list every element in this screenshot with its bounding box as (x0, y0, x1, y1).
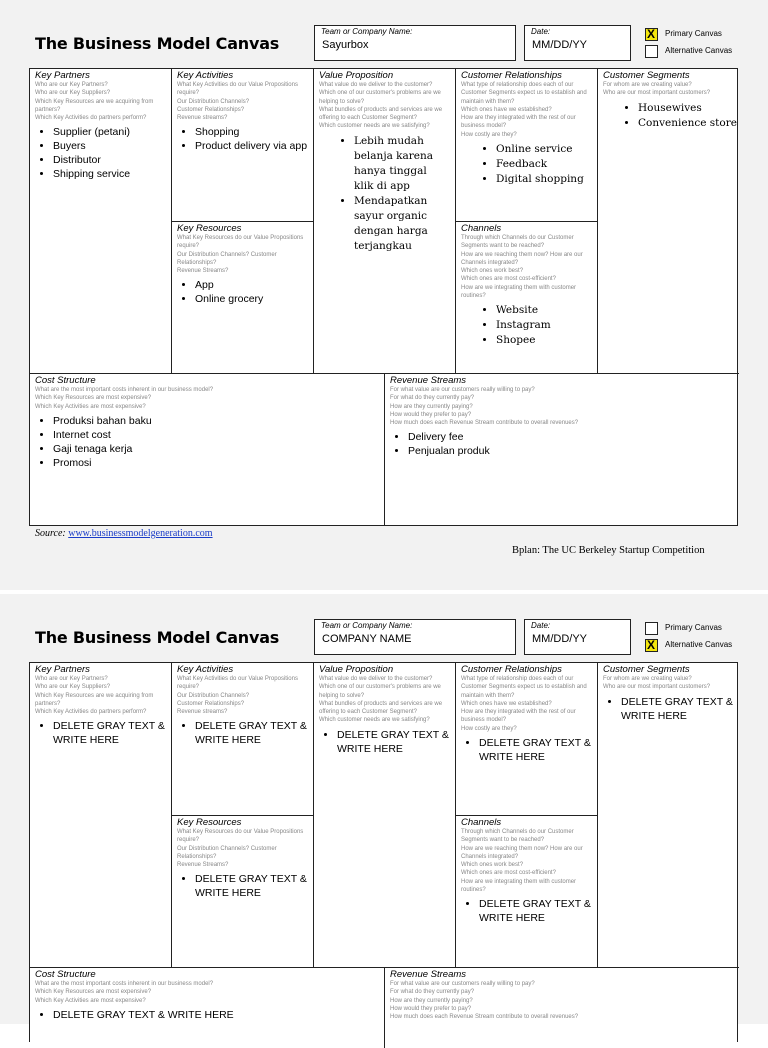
cost-structure-prompt-2: What are the most important costs inherent in our business model? Which Key Resources are most expensive? Which Key Activities are most expensive? (35, 981, 214, 1004)
key-activities-prompt: What Key Activities do our Value Propositions require? Our Distribution Channels? Customer Relationships? Revenue streams? (177, 82, 298, 122)
customer-relationships-list (456, 142, 597, 187)
primary-canvas-checkbox-2[interactable] (645, 622, 658, 635)
customer-segments-cell-2[interactable] (598, 663, 739, 968)
customer-relationships-cell-2[interactable] (456, 663, 598, 816)
company-name-label: Team or Company Name: (321, 27, 413, 36)
key-partners-list-2 (30, 719, 171, 747)
value-proposition-cell[interactable] (314, 69, 456, 374)
value-proposition-prompt-2: What value do we deliver to the customer? Which one of our customer's problems are we helping to solve? What bundles of products and services are we offering to each Customer Segment? Which customer needs are we satisfying? (319, 676, 443, 724)
company-name-box[interactable] (314, 25, 516, 61)
list-item[interactable]: • Internet cost (53, 428, 384, 442)
customer-segments-prompt: For whom are we creating value? Who are our most important customers? (603, 82, 711, 97)
cost-structure-cell[interactable] (30, 374, 385, 525)
key-activities-list-2 (172, 719, 313, 747)
revenue-streams-prompt: For what value are our customers really willing to pay? For what do they currently pay? How are they currently paying? How would they prefer to pay? How much does each Revenue Stream contribute to overall revenues? (390, 387, 579, 427)
value-proposition-heading: Value Proposition (319, 70, 394, 81)
customer-segments-heading-2: Customer Segments (603, 664, 690, 675)
date-value[interactable]: MM/DD/YY (532, 39, 587, 51)
alternative-canvas-checkbox[interactable] (645, 45, 658, 58)
value-proposition-list (314, 134, 449, 254)
key-resources-list (172, 278, 313, 306)
cost-structure-list (30, 414, 384, 470)
company-name-value[interactable]: Sayurbox (322, 39, 369, 51)
list-item[interactable]: • Shipping service (53, 167, 171, 181)
list-item[interactable]: • Housewives (638, 101, 739, 116)
revenue-streams-cell[interactable] (385, 374, 739, 525)
key-activities-cell-2[interactable] (172, 663, 314, 816)
list-item[interactable]: • Online service (496, 142, 597, 157)
customer-segments-list-2 (598, 695, 739, 723)
key-resources-heading-2: Key Resources (177, 817, 242, 828)
revenue-streams-list (385, 430, 739, 458)
channels-heading-2: Channels (461, 817, 502, 828)
placeholder-item[interactable]: • DELETE GRAY TEXT & WRITE HERE (195, 719, 313, 747)
customer-relationships-prompt: What type of relationship does each of our Customer Segments expect us to establish and maintain with them? Which ones have we established? How are they integrated with the rest of our business model? How costly are they? (461, 82, 587, 138)
customer-segments-cell[interactable] (598, 69, 739, 374)
list-item[interactable]: • Produksi bahan baku (53, 414, 384, 428)
source-line (35, 528, 213, 539)
list-item[interactable]: • Delivery fee (408, 430, 739, 444)
key-activities-heading-2: Key Activities (177, 664, 234, 675)
list-item[interactable]: • Instagram (496, 318, 597, 333)
key-partners-cell[interactable] (30, 69, 172, 374)
customer-relationships-list-2 (456, 736, 597, 764)
key-resources-prompt-2: What Key Resources do our Value Propositions require? Our Distribution Channels? Customer Relationships? Revenue Streams? (177, 829, 304, 869)
list-item[interactable]: • Product delivery via app (195, 139, 313, 153)
placeholder-item[interactable]: • DELETE GRAY TEXT & WRITE HERE (479, 897, 597, 925)
placeholder-item[interactable]: • DELETE GRAY TEXT & WRITE HERE (195, 872, 313, 900)
channels-list-2 (456, 897, 597, 925)
key-partners-prompt: Who are our Key Partners? Who are our Key Suppliers? Which Key Resources are we acquiring from partners? Which Key Activities do partners perform? (35, 82, 154, 122)
date-value-2[interactable]: MM/DD/YY (532, 633, 587, 645)
customer-segments-list (598, 101, 739, 131)
list-item[interactable]: • Shopee (496, 333, 597, 348)
revenue-streams-heading-2: Revenue Streams (390, 969, 467, 980)
channels-cell[interactable] (456, 222, 598, 374)
list-item[interactable]: • Gaji tenaga kerja (53, 442, 384, 456)
customer-segments-prompt-2: For whom are we creating value? Who are our most important customers? (603, 676, 711, 691)
key-activities-list (172, 125, 313, 153)
key-resources-cell[interactable] (172, 222, 314, 374)
alternative-canvas-label: Alternative Canvas (665, 46, 733, 55)
company-name-box-2[interactable] (314, 619, 516, 655)
company-name-value-2[interactable]: COMPANY NAME (322, 633, 412, 645)
list-item[interactable]: • Promosi (53, 456, 384, 470)
placeholder-item[interactable]: • DELETE GRAY TEXT & WRITE HERE (479, 736, 597, 764)
cost-structure-cell-2[interactable] (30, 968, 385, 1048)
key-activities-heading: Key Activities (177, 70, 234, 81)
list-item[interactable]: • Lebih mudah belanja karena hanya tinggal klik di app (354, 134, 449, 194)
alternative-canvas-checkbox-2[interactable] (645, 639, 658, 652)
key-resources-cell-2[interactable] (172, 816, 314, 968)
date-box[interactable] (524, 25, 631, 61)
source-link[interactable]: www.businessmodelgeneration.com (68, 528, 213, 539)
value-proposition-heading-2: Value Proposition (319, 664, 394, 675)
key-partners-heading-2: Key Partners (35, 664, 90, 675)
revenue-streams-cell-2[interactable] (385, 968, 739, 1048)
cost-structure-list-2 (30, 1008, 384, 1022)
list-item[interactable]: • Shopping (195, 125, 313, 139)
placeholder-item[interactable]: • DELETE GRAY TEXT & WRITE HERE (53, 719, 171, 747)
customer-relationships-heading-2: Customer Relationships (461, 664, 562, 675)
primary-canvas-label: Primary Canvas (665, 29, 722, 38)
customer-relationships-prompt-2: What type of relationship does each of our Customer Segments expect us to establish and maintain with them? Which ones have we established? How are they integrated with the rest of our business model? How costly are they? (461, 676, 587, 732)
list-item[interactable]: • App (195, 278, 313, 292)
key-activities-cell[interactable] (172, 69, 314, 222)
date-label: Date: (531, 27, 551, 36)
list-item[interactable]: • Distributor (53, 153, 171, 167)
cost-structure-prompt: What are the most important costs inherent in our business model? Which Key Resources are most expensive? Which Key Activities are most expensive? (35, 387, 214, 410)
canvas-grid-2 (29, 662, 738, 1042)
channels-prompt: Through which Channels do our Customer Segments want to be reached? How are we reaching them now? How are our Channels integrated? Which ones work best? Which ones are most cost-efficient? How are we integrating them with customer routines? (461, 235, 583, 300)
channels-prompt-2: Through which Channels do our Customer Segments want to be reached? How are we reaching them now? How are our Channels integrated? Which ones work best? Which ones are most cost-efficient? How are we integrating them with customer routines? (461, 829, 583, 894)
channels-list (456, 303, 597, 348)
key-partners-list (30, 125, 171, 181)
customer-relationships-heading: Customer Relationships (461, 70, 562, 81)
value-proposition-prompt: What value do we deliver to the customer? Which one of our customer's problems are we helping to solve? What bundles of products and services are we offering to each Customer Segment? Which customer needs are we satisfying? (319, 82, 443, 130)
list-item[interactable]: • Convenience store (638, 116, 739, 131)
list-item[interactable]: • Website (496, 303, 597, 318)
revenue-streams-prompt-2: For what value are our customers really willing to pay? For what do they currently pay? How are they currently paying? How would they prefer to pay? How much does each Revenue Stream contribute to overall revenues? (390, 981, 579, 1021)
list-item[interactable]: • Supplier (petani) (53, 125, 171, 139)
key-resources-list-2 (172, 872, 313, 900)
primary-canvas-checkbox[interactable] (645, 28, 658, 41)
placeholder-item[interactable]: • DELETE GRAY TEXT & WRITE HERE (337, 728, 455, 756)
list-item[interactable]: • Penjualan produk (408, 444, 739, 458)
channels-cell-2[interactable] (456, 816, 598, 968)
key-partners-cell-2[interactable] (30, 663, 172, 968)
source-label: Source: (35, 528, 66, 539)
date-label-2: Date: (531, 621, 551, 630)
alternative-canvas-label-2: Alternative Canvas (665, 640, 733, 649)
date-box-2[interactable] (524, 619, 631, 655)
key-resources-heading: Key Resources (177, 223, 242, 234)
key-resources-prompt: What Key Resources do our Value Propositions require? Our Distribution Channels? Customer Relationships? Revenue Streams? (177, 235, 304, 275)
list-item[interactable]: • Feedback (496, 157, 597, 172)
company-name-label-2: Team or Company Name: (321, 621, 413, 630)
list-item[interactable]: • Mendapatkan sayur organic dengan harga terjangkau (354, 194, 449, 254)
list-item[interactable]: • Buyers (53, 139, 171, 153)
cost-structure-heading: Cost Structure (35, 375, 96, 386)
value-proposition-list-2 (314, 728, 455, 756)
primary-canvas-label-2: Primary Canvas (665, 623, 722, 632)
key-partners-heading: Key Partners (35, 70, 90, 81)
channels-heading: Channels (461, 223, 502, 234)
customer-segments-heading: Customer Segments (603, 70, 690, 81)
cost-structure-heading-2: Cost Structure (35, 969, 96, 980)
value-proposition-cell-2[interactable] (314, 663, 456, 968)
canvas-grid (29, 68, 738, 526)
list-item[interactable]: • Digital shopping (496, 172, 597, 187)
key-activities-prompt-2: What Key Activities do our Value Propositions require? Our Distribution Channels? Customer Relationships? Revenue streams? (177, 676, 298, 716)
list-item[interactable]: • Online grocery (195, 292, 313, 306)
canvas-title-2: The Business Model Canvas (35, 628, 280, 647)
bplan-credit: Bplan: The UC Berkeley Startup Competition (512, 545, 705, 556)
key-partners-prompt-2: Who are our Key Partners? Who are our Key Suppliers? Which Key Resources are we acquiring from partners? Which Key Activities do partners perform? (35, 676, 154, 716)
canvas-page-2 (0, 594, 768, 1024)
placeholder-item[interactable]: • DELETE GRAY TEXT & WRITE HERE (53, 1008, 384, 1022)
placeholder-item[interactable]: • DELETE GRAY TEXT & WRITE HERE (621, 695, 739, 723)
customer-relationships-cell[interactable] (456, 69, 598, 222)
revenue-streams-heading: Revenue Streams (390, 375, 467, 386)
canvas-title: The Business Model Canvas (35, 34, 280, 53)
